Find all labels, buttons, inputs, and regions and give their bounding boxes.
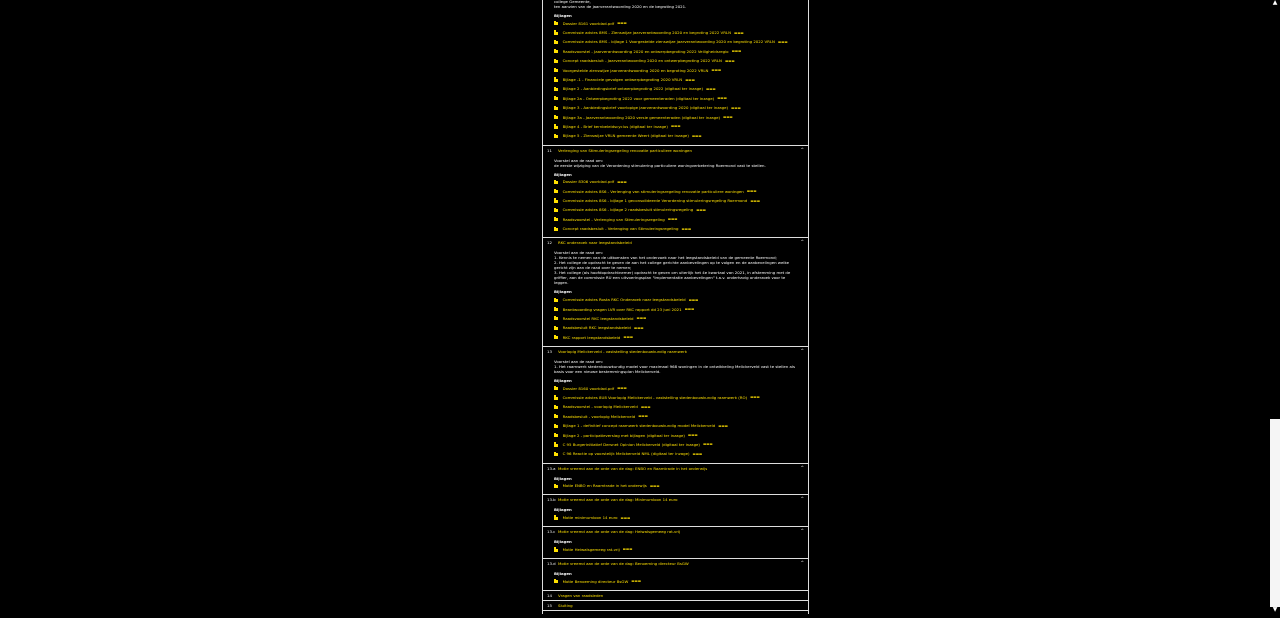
attachment-link[interactable] [554, 513, 797, 522]
agenda-item-header[interactable] [543, 464, 808, 473]
attachments-label: Bijlagen [554, 571, 572, 577]
attachment-list [554, 19, 797, 141]
attachment-link[interactable] [554, 314, 797, 323]
attachment-size-badge: ▬▬▬ [723, 115, 733, 120]
agenda-item-header[interactable] [543, 495, 808, 504]
attachment-link[interactable] [554, 103, 797, 112]
attachment-size-badge: ▬▬▬ [705, 86, 716, 91]
attachment-size-badge: ▬▬▬ [718, 423, 728, 428]
attachment-size-badge: ▬▬▬ [638, 414, 648, 419]
agenda-item-title[interactable]: Vragen van raadsleden [558, 593, 604, 599]
agenda-item-header[interactable] [543, 347, 808, 356]
attachment-name[interactable]: C 95 Burgerinitiatief Dersnet Opinion Melickerveld (digitaal ter inzage) [562, 441, 700, 447]
agenda-item-body [543, 247, 808, 345]
attachment-link[interactable] [554, 28, 797, 37]
agenda-sections [543, 146, 808, 611]
attachment-link[interactable] [554, 75, 797, 84]
attachment-name[interactable]: Commissie advies 8S6 - Verlenging van stimuleringsregeling renovatie particuliere woningen [562, 188, 744, 194]
attachment-name[interactable]: Bijlage 1 - definitief concept raamwerk stedenbouwkundig model Melickerveld [562, 423, 716, 429]
attachments-label: Bijlagen [554, 377, 572, 383]
attachment-size-badge: ▬▬▬ [733, 30, 744, 35]
attachment-size-badge: ▬▬▬ [636, 316, 647, 321]
document-icon [554, 395, 558, 399]
attachment-name[interactable]: Dossier 8161 voorblad.pdf [562, 20, 615, 26]
document-icon [554, 59, 558, 63]
agenda-item-number: 12 [547, 240, 552, 246]
attachment-link[interactable] [554, 37, 797, 46]
attachment-size-badge: ▬▬▬ [617, 21, 627, 26]
proposal-line: 3. Het college (als hoofdopdrachtnemer) opdracht te geven om uiterlijk het 4e kwartaal van 2021, in afstemming met de griffier, aan de commissie RU een uitvoeringsplan "Implementatie aanbevelingen" t.a.v. onderhavig onderzoek voor te leggen. [554, 270, 791, 286]
attachment-name[interactable]: Raadsbesluit - voorlopig Melickerveld [562, 413, 636, 419]
document-icon [554, 134, 558, 138]
attachment-link[interactable] [554, 94, 797, 103]
proposal-line: 1. Het raamwerk stedenbouwkundig model voor maximaal 968 woningen in de ontwikkeling Melickerveld vast te stellen als basis voor een nieuwe bestemmingsplan Melickerveld. [554, 363, 796, 374]
attachment-name[interactable]: Commissie advies 8S6 - bijlage 1 geconsolideerde Verordening stimuleringsregeling Roermond [562, 198, 748, 204]
page-scrollbar[interactable] [1270, 0, 1280, 618]
agenda-item-title[interactable]: Motie vreemd aan de orde van de dag: Minimumloon 14 euro [558, 497, 678, 503]
attachment-list [554, 295, 797, 342]
chevron-up-icon[interactable]: ^ [800, 560, 804, 566]
attachment-link[interactable] [554, 215, 797, 224]
attachment-link[interactable] [554, 393, 797, 402]
attachment-name[interactable]: Commissie advies 8MS - bijlage 1 Voorgestelde zienswijze jaarverantwoording 2020 en begroting 2022 VRLN [562, 39, 775, 45]
agenda-item [543, 238, 808, 346]
agenda-item-body [543, 473, 808, 495]
attachment-size-badge: ▬▬▬ [692, 451, 703, 456]
attachment-name[interactable]: Raadsvoorstel - voorlopig Melickerveld [562, 404, 638, 410]
chevron-up-icon[interactable]: ^ [800, 528, 804, 534]
agenda-item-title[interactable]: Motie vreemd aan de orde van de dag: Benoeming directeur BsGW [558, 561, 689, 567]
attachment-name[interactable]: Commissie advies Rosta RKC Onderzoek naar leegstandsbeleid [562, 297, 686, 303]
agenda-item [543, 559, 808, 591]
attachment-size-badge: ▬▬▬ [731, 105, 741, 110]
attachment-size-badge: ▬▬▬ [640, 404, 651, 409]
document-icon [554, 515, 558, 519]
attachment-link[interactable] [554, 481, 797, 490]
chevron-up-icon[interactable]: ^ [800, 496, 804, 502]
attachment-name[interactable]: Beantwoording vragen LVR over RKC rapport dd 23 juni 2021 [562, 306, 682, 312]
attachment-name[interactable]: Raadsvoorstel - Verlenging van Stimuleringsregeling [562, 216, 665, 222]
agenda-item [543, 591, 808, 601]
agenda-item [543, 464, 808, 496]
agenda-item-header[interactable] [543, 591, 808, 600]
agenda-item-body [543, 356, 808, 463]
attachment-name[interactable]: Concept raadsbesluit - Verlenging van Stimuleringsregeling [562, 226, 679, 232]
proposal-label: Voorstel aan de raad om: [554, 250, 604, 256]
document-icon [554, 433, 558, 437]
document-icon [554, 307, 558, 311]
attachment-link[interactable] [554, 383, 797, 392]
attachment-name[interactable]: RKC rapport leegstandsbeleid [562, 334, 621, 340]
agenda-item-title[interactable]: RKC onderzoek naar leegstandsbeleid [558, 240, 632, 246]
attachment-link[interactable] [554, 205, 797, 214]
attachment-name[interactable]: Motie ENBO en Raamtrade in het onderwijs [562, 483, 647, 489]
attachment-size-badge: ▬▬▬ [711, 68, 722, 73]
attachment-link[interactable] [554, 295, 797, 304]
attachment-link[interactable] [554, 545, 797, 554]
document-icon [554, 414, 558, 418]
attachment-size-badge: ▬▬▬ [681, 226, 692, 231]
agenda-item-body [543, 536, 808, 558]
attachment-size-badge: ▬▬▬ [667, 217, 678, 222]
agenda-item [543, 146, 808, 239]
attachment-size-badge: ▬▬▬ [717, 96, 727, 101]
agenda-item [543, 527, 808, 559]
intro-line: college Gemeente, [554, 0, 591, 4]
attachment-size-badge: ▬▬▬ [702, 442, 713, 447]
agenda-panel [542, 0, 809, 614]
attachment-size-badge: ▬▬▬ [750, 198, 760, 203]
attachment-link[interactable] [554, 112, 797, 121]
agenda-item-number: 13.a [547, 465, 556, 471]
document-icon [554, 77, 558, 81]
intro-section [543, 0, 808, 146]
document-icon [554, 30, 558, 34]
chevron-up-icon[interactable]: ^ [800, 347, 804, 353]
document-icon [554, 68, 558, 72]
attachments-label: Bijlagen [554, 539, 572, 545]
attachment-link[interactable] [554, 177, 797, 186]
attachment-link[interactable] [554, 577, 797, 586]
agenda-item-header[interactable] [543, 559, 808, 568]
attachment-link[interactable] [554, 122, 797, 131]
document-icon [554, 316, 558, 320]
agenda-item-number: 15 [547, 603, 552, 609]
document-icon [554, 180, 558, 184]
document-icon [554, 405, 558, 409]
document-icon [554, 106, 558, 110]
attachment-link[interactable] [554, 47, 797, 56]
attachment-name[interactable]: Concept raadsbesluit - Jaarverantwoording 2020 en ontwerpbegroting 2022 VRLN [562, 58, 722, 64]
agenda-item-number: 13.c [547, 529, 556, 535]
attachment-size-badge: ▬▬▬ [696, 207, 706, 212]
intro-line: ten aanzien van de jaarverantwoording 2020 en de begroting 2021. [554, 4, 687, 9]
attachment-list [554, 481, 797, 490]
attachment-link[interactable] [554, 440, 797, 449]
attachment-link[interactable] [554, 224, 797, 233]
agenda-item [543, 347, 808, 464]
attachment-size-badge: ▬▬▬ [731, 49, 742, 54]
attachment-name[interactable]: Bijlage -1 - Financiele gevolgen ontwerpbegroting 2020 VRLN [562, 77, 683, 83]
document-icon [554, 424, 558, 428]
agenda-item-header[interactable] [543, 601, 808, 610]
proposal-label: Voorstel aan de raad om: [554, 157, 604, 163]
proposal-line: de eerste wijziging van de Verordening stimulering particuliere woningverbetering Roermond vast te stellen. [554, 162, 766, 168]
attachment-list [554, 513, 797, 522]
attachment-name[interactable]: Motie Benoeming directeur BsGW [562, 578, 629, 584]
attachment-link[interactable] [554, 131, 797, 140]
document-icon [554, 579, 558, 583]
attachment-size-badge: ▬▬▬ [617, 386, 627, 391]
document-icon [554, 298, 558, 302]
attachment-name[interactable]: Voorgestelde zienswijze jaarverantwoording 2020 en begroting 2022 VRLN [562, 67, 709, 73]
document-icon [554, 227, 558, 231]
attachment-link[interactable] [554, 304, 797, 313]
document-icon [554, 40, 558, 44]
document-icon [554, 217, 558, 221]
attachment-name[interactable]: C 96 Reactie op voorstelijk Melickerveld NML (digitaal ter inzage) [562, 451, 690, 457]
document-icon [554, 386, 558, 390]
attachment-size-badge: ▬▬▬ [684, 307, 695, 311]
attachment-size-badge: ▬▬▬ [633, 325, 644, 330]
attachment-size-badge: ▬▬▬ [746, 189, 757, 194]
attachments-label: Bijlagen [554, 13, 572, 18]
attachment-name[interactable]: Commissie advies 8MS - Zienswijze jaarverantwoording 2020 en begroting 2022 VRLN [562, 30, 731, 36]
document-icon [554, 189, 558, 193]
attachment-link[interactable] [554, 186, 797, 195]
attachment-size-badge: ▬▬▬ [687, 433, 698, 438]
document-icon [554, 442, 558, 446]
agenda-item [543, 601, 808, 611]
attachment-size-badge: ▬▬▬ [623, 335, 634, 340]
agenda-item-number: 13.d [547, 561, 556, 567]
attachment-name[interactable]: Bijlage 2a - Ontwerpbegroting 2022 voor gemeenteraden (digitaal ter inzage) [562, 95, 715, 101]
attachment-name[interactable]: Motie minimumloon 14 euro [562, 515, 618, 521]
scroll-up-icon[interactable]: ▲ [1272, 0, 1278, 6]
attachment-name[interactable]: Commissie advies 8U8 Voorlopig Melickerveld - vaststelling stedenbouwkundig raamwerk (RO) [562, 394, 748, 400]
document-icon [554, 49, 558, 53]
attachment-name[interactable]: Bijlage 3 - Aanbiedingsbrief voorlopige jaarverantwoording 2020 (digitaal ter inzage) [562, 105, 729, 111]
agenda-item-title[interactable]: Motie vreemd aan de orde van de dag: ENBO en Raamtrade in het onderwijs [558, 465, 708, 471]
attachment-name[interactable]: Raadsvoorstel - Jaarverantwoording 2020 en ontwerpbegroting 2022 Veiligheidsregio [562, 48, 729, 54]
proposal-line: 2. Het college de opdracht te geven de aan het college gerichte aanbevelingen op te volgen en de aanbevelingen welke gericht zijn aan de raad over te nemen; [554, 260, 789, 271]
agenda-item-number: 14 [547, 593, 552, 599]
chevron-up-icon[interactable]: ^ [800, 146, 804, 152]
document-icon [554, 484, 558, 488]
attachment-link[interactable] [554, 449, 797, 458]
attachment-size-badge: ▬▬▬ [724, 58, 735, 63]
attachment-size-badge: ▬▬▬ [670, 124, 681, 129]
attachment-name[interactable]: Bijlage 3a - Jaarverantwoording 2020 versie gemeenteraden (digitaal ter inzage) [562, 114, 720, 120]
attachment-size-badge: ▬▬▬ [688, 297, 699, 302]
agenda-item-title[interactable]: Voorlopig Melickerveld - vaststelling stedenbouwkundig raamwerk [558, 348, 688, 354]
agenda-item-header[interactable] [543, 527, 808, 536]
attachment-name[interactable]: Commissie advies 8S6 - bijlage 2 raadsbesluit stimuleringsregeling [562, 207, 694, 213]
agenda-item-number: 13.b [547, 497, 556, 503]
attachment-size-badge: ▬▬▬ [620, 515, 631, 520]
attachment-name[interactable]: Bijlage 2 - Aanbiedingsbrief ontwerpbegroting 2022 (digitaal ter inzage) [562, 86, 703, 92]
attachment-link[interactable] [554, 323, 797, 332]
scroll-thumb[interactable] [1270, 419, 1280, 607]
attachment-name[interactable]: Bijlage 5 - Zienswijze VRLN gemeente Weert (digitaal ter inzage) [562, 133, 689, 139]
attachment-link[interactable] [554, 402, 797, 411]
attachment-link[interactable] [554, 19, 797, 28]
attachment-name[interactable]: Dossier 8306 voorblad.pdf [562, 179, 615, 185]
scroll-down-icon[interactable]: ▼ [1272, 606, 1278, 613]
agenda-item-number: 11 [547, 147, 552, 153]
attachments-label: Bijlagen [554, 475, 572, 481]
agenda-item [543, 495, 808, 527]
agenda-item-title[interactable]: Motie vreemd aan de orde van de dag: Heiwalsgemeeg rat-vrij [558, 529, 681, 535]
agenda-item-title[interactable]: Sluiting [558, 603, 573, 609]
attachment-link[interactable] [554, 65, 797, 74]
attachment-link[interactable] [554, 430, 797, 439]
agenda-item-header[interactable] [543, 238, 808, 247]
attachment-name[interactable]: Motie Heiwalsgemeeg rat-vrij [562, 546, 620, 552]
attachment-link[interactable] [554, 84, 797, 93]
document-icon [554, 547, 558, 551]
attachment-size-badge: ▬▬▬ [649, 483, 660, 488]
attachment-link[interactable] [554, 421, 797, 430]
attachment-name[interactable]: Dossier 8160 voorblad.pdf [562, 385, 615, 391]
document-icon [554, 198, 558, 202]
attachment-size-badge: ▬▬▬ [777, 39, 788, 44]
agenda-item-header[interactable] [543, 146, 808, 155]
chevron-up-icon[interactable]: ^ [800, 464, 804, 470]
attachment-list [554, 383, 797, 458]
attachment-name[interactable]: Raadsvoorstel RKC leegstandsbeleid [562, 315, 634, 321]
attachment-list [554, 545, 797, 554]
chevron-up-icon[interactable]: ^ [800, 239, 804, 245]
document-icon [554, 452, 558, 456]
attachments-label: Bijlagen [554, 507, 572, 513]
agenda-item-body [543, 568, 808, 590]
attachment-link[interactable] [554, 196, 797, 205]
agenda-item-body [543, 155, 808, 238]
document-icon [554, 87, 558, 91]
proposal-label: Voorstel aan de raad om: [554, 358, 604, 364]
agenda-item-title[interactable]: Verlenging van Stimuleringsregeling renovatie particuliere woningen [558, 147, 692, 153]
agenda-item-number: 13 [547, 348, 552, 354]
document-icon [554, 326, 558, 330]
attachment-link[interactable] [554, 332, 797, 341]
attachment-link[interactable] [554, 56, 797, 65]
attachment-name[interactable]: Raadsbesluit RKC leegstandsbeleid [562, 325, 631, 331]
attachment-list [554, 177, 797, 233]
attachment-size-badge: ▬▬▬ [691, 133, 702, 138]
document-icon [554, 115, 558, 119]
attachment-name[interactable]: Bijlage 4 - Brief kernbeleidscyclus (digitaal ter inzage) [562, 123, 668, 129]
document-icon [554, 21, 558, 25]
attachment-size-badge: ▬▬▬ [617, 179, 627, 184]
document-icon [554, 124, 558, 128]
attachment-link[interactable] [554, 412, 797, 421]
document-icon [554, 335, 558, 339]
attachments-label: Bijlagen [554, 289, 572, 295]
agenda-item-body [543, 504, 808, 526]
attachment-size-badge: ▬▬▬ [685, 77, 695, 82]
attachment-size-badge: ▬▬▬ [622, 547, 633, 552]
attachment-list [554, 577, 797, 586]
document-icon [554, 208, 558, 212]
attachments-label: Bijlagen [554, 171, 572, 177]
attachment-size-badge: ▬▬▬ [631, 579, 641, 584]
attachment-size-badge: ▬▬▬ [750, 395, 760, 400]
attachment-name[interactable]: Bijlage 2 - participatieverslag met bijlagen (digitaal ter inzage) [562, 432, 685, 438]
document-icon [554, 96, 558, 100]
proposal-line: 1. Kennis te nemen van de uitkomsten van het onderzoek naar het leegstandsbeleid van de gemeente Roermond; [554, 255, 777, 261]
